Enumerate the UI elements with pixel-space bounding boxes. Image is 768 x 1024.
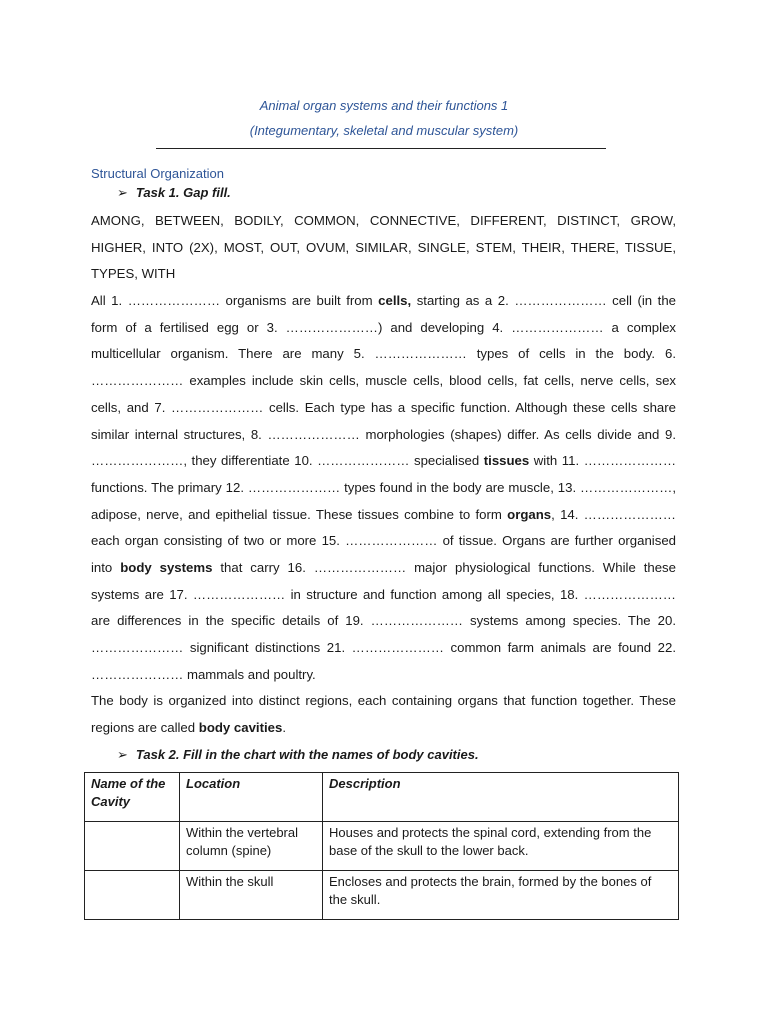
gap-text: that carry 16. ………………… major physiological functions. While these systems are 17. ………………… in structure and function among all species, 18. ………………… are differences in the specific details of 19. ………………… systems among species. The 20. ………………… significant distinctions 21. ………………… common farm animals are found 22. ………………… mammals and poultry. xyxy=(91,560,676,682)
table-header-row xyxy=(85,773,679,822)
body-text: The body is organized into distinct regions, each containing organs that function together. These regions are called xyxy=(91,693,676,735)
arrow-bullet-icon: ➢ xyxy=(117,185,128,200)
gap-text: , 14. ………………… each organ consisting of two or more 15. ………………… of tissue. Organs are further organised into xyxy=(91,506,676,576)
header-description: Description xyxy=(323,773,679,822)
table-row xyxy=(85,822,679,871)
location-cell: Within the skull xyxy=(180,871,323,920)
word-bank: AMONG, BETWEEN, BODILY, COMMON, CONNECTIVE, DIFFERENT, DISTINCT, GROW, HIGHER, INTO (2X), MOST, OUT, OVUM, SIMILAR, SINGLE, STEM, THEIR, THERE, TISSUE, TYPES, WITH xyxy=(91,213,676,282)
gap-text: starting as a 2. ………………… cell (in the form of a fertilised egg or 3. …………………) and developing 4. ………………… a complex multicellular organism. There are many 5. ………………… types of cells in the body. 6. ………………… examples include skin cells, muscle cells, blood cells, fat cells, nerve cells, sex cells, and 7. ………………… cells. Each type has a specific function. Although these cells share similar internal structures, 8. ………………… morphologies (shapes) differ. As cells divide and 9. …………………, they differentiate 10. ………………… specialised xyxy=(91,293,677,469)
arrow-bullet-icon: ➢ xyxy=(117,747,128,762)
gap-term-body-systems: body systems xyxy=(120,560,213,576)
document-subtitle: (Integumentary, skeletal and muscular system) xyxy=(249,123,519,138)
body-text-end: . xyxy=(282,719,286,735)
term-body-cavities: body cavities xyxy=(198,719,283,735)
header-location: Location xyxy=(180,773,323,822)
task1-heading xyxy=(117,185,231,201)
location-cell: Within the vertebral column (spine) xyxy=(180,822,323,871)
table-row xyxy=(85,871,679,920)
description-cell: Encloses and protects the brain, formed by the bones of the skull. xyxy=(323,871,679,920)
description-cell: Houses and protects the spinal cord, extending from the base of the skull to the lower back. xyxy=(323,822,679,871)
gap-term-cells: cells, xyxy=(378,293,412,308)
document-title: Animal organ systems and their functions 1 xyxy=(259,98,509,113)
task1-label: Task 1. Gap fill. xyxy=(135,185,231,200)
gap-term-organs: organs xyxy=(507,506,552,522)
task2-heading xyxy=(117,747,479,763)
gap-term-tissues: tissues xyxy=(483,453,530,469)
gap-text: All 1. ………………… organisms are built from xyxy=(91,293,379,308)
task2-label: Task 2. Fill in the chart with the names of body cavities. xyxy=(135,747,479,762)
gap-text: with 11. ………………… functions. The primary 12. ………………… types found in the body are muscle, 13. …………………, adipose, nerve, and epithelial tissue. These tissues combine to form xyxy=(91,453,677,522)
body-cavities-table xyxy=(84,772,679,920)
section-heading: Structural Organization xyxy=(91,166,224,181)
title-underline-divider xyxy=(156,148,606,149)
body-cavities-paragraph xyxy=(91,688,676,741)
cavity-name-cell[interactable] xyxy=(85,822,180,871)
gap-fill-paragraph xyxy=(91,288,676,689)
cavity-name-cell[interactable] xyxy=(85,871,180,920)
header-name-of-cavity: Name of the Cavity xyxy=(85,773,180,822)
